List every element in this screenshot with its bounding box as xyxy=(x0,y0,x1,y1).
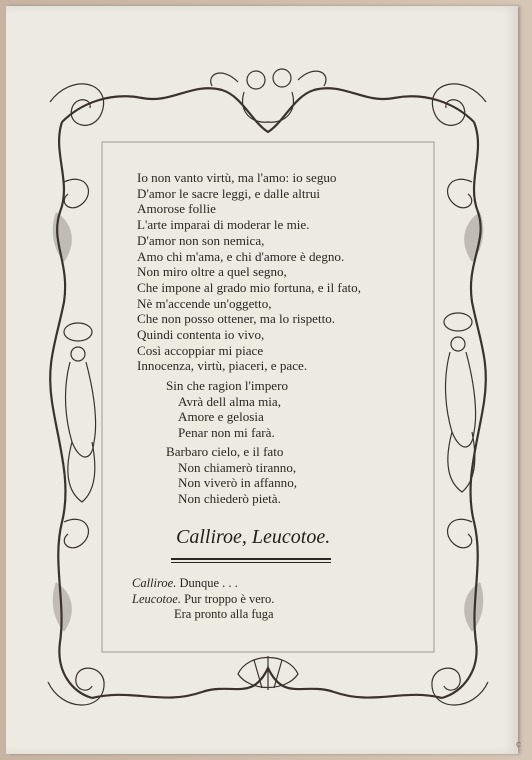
verse-line: Non viverò in affanno, xyxy=(178,475,298,491)
verse-line: Io non vanto virtù, ma l'amo: io seguo xyxy=(137,170,337,185)
verse-line: Così accoppiar mi piace xyxy=(137,342,264,358)
book-page xyxy=(6,6,522,754)
verse-line: Penar non mi farà. xyxy=(178,425,275,441)
speaker-name: Leucotoe. xyxy=(132,591,181,606)
verse-line: L'arte imparai di moderar le mie. xyxy=(137,217,310,233)
heading-rule-thick xyxy=(171,558,331,560)
verse-line: Innocenza, virtù, piaceri, e pace. xyxy=(137,358,308,374)
verse-line: Sin che ragion l'impero xyxy=(166,378,288,393)
verse-line: Amo chi m'ama, e chi d'amore è degno. xyxy=(137,248,345,264)
verse-line: Non chiamerò tiranno, xyxy=(178,459,297,475)
verse-stanza-2 xyxy=(166,378,288,441)
verse-stanza-1 xyxy=(137,170,361,374)
spoken-text: Era pronto alla fuga xyxy=(174,607,274,621)
verse-line: Avrà dell alma mia, xyxy=(178,393,282,409)
page-mark: c xyxy=(516,740,522,750)
verse-line: Barbaro cielo, e il fato xyxy=(166,444,284,459)
dialogue-line xyxy=(132,592,274,608)
spoken-text: Dunque . . . xyxy=(179,576,238,590)
dialogue-block xyxy=(132,576,274,623)
spoken-text: Pur troppo è vero. xyxy=(184,591,275,606)
verse-line: D'amor le sacre leggi, e dalle altrui xyxy=(137,185,321,201)
verse-line: D'amor non son nemica, xyxy=(137,232,265,248)
scene-heading: Calliroe, Leucotoe. xyxy=(176,526,331,548)
verse-line: Non miro oltre a quel segno, xyxy=(137,264,287,280)
verse-line: Amore e gelosia xyxy=(178,409,264,425)
verse-line: Non chiederò pietà. xyxy=(178,491,281,507)
verse-line: Che non posso ottener, ma lo rispetto. xyxy=(137,311,336,327)
dialogue-line xyxy=(132,576,274,592)
verse-line: Nè m'accende un'oggetto, xyxy=(137,295,272,311)
heading-rule-thin xyxy=(171,562,331,563)
verse-line: Che impone al grado mio fortuna, e il fato, xyxy=(137,279,361,295)
verse-line: Amorose follie xyxy=(137,201,216,217)
verse-line: Quindi contenta io vivo, xyxy=(137,327,265,343)
verse-stanza-3 xyxy=(166,444,297,507)
dialogue-line xyxy=(132,607,274,623)
speaker-name: Calliroe. xyxy=(132,576,177,590)
